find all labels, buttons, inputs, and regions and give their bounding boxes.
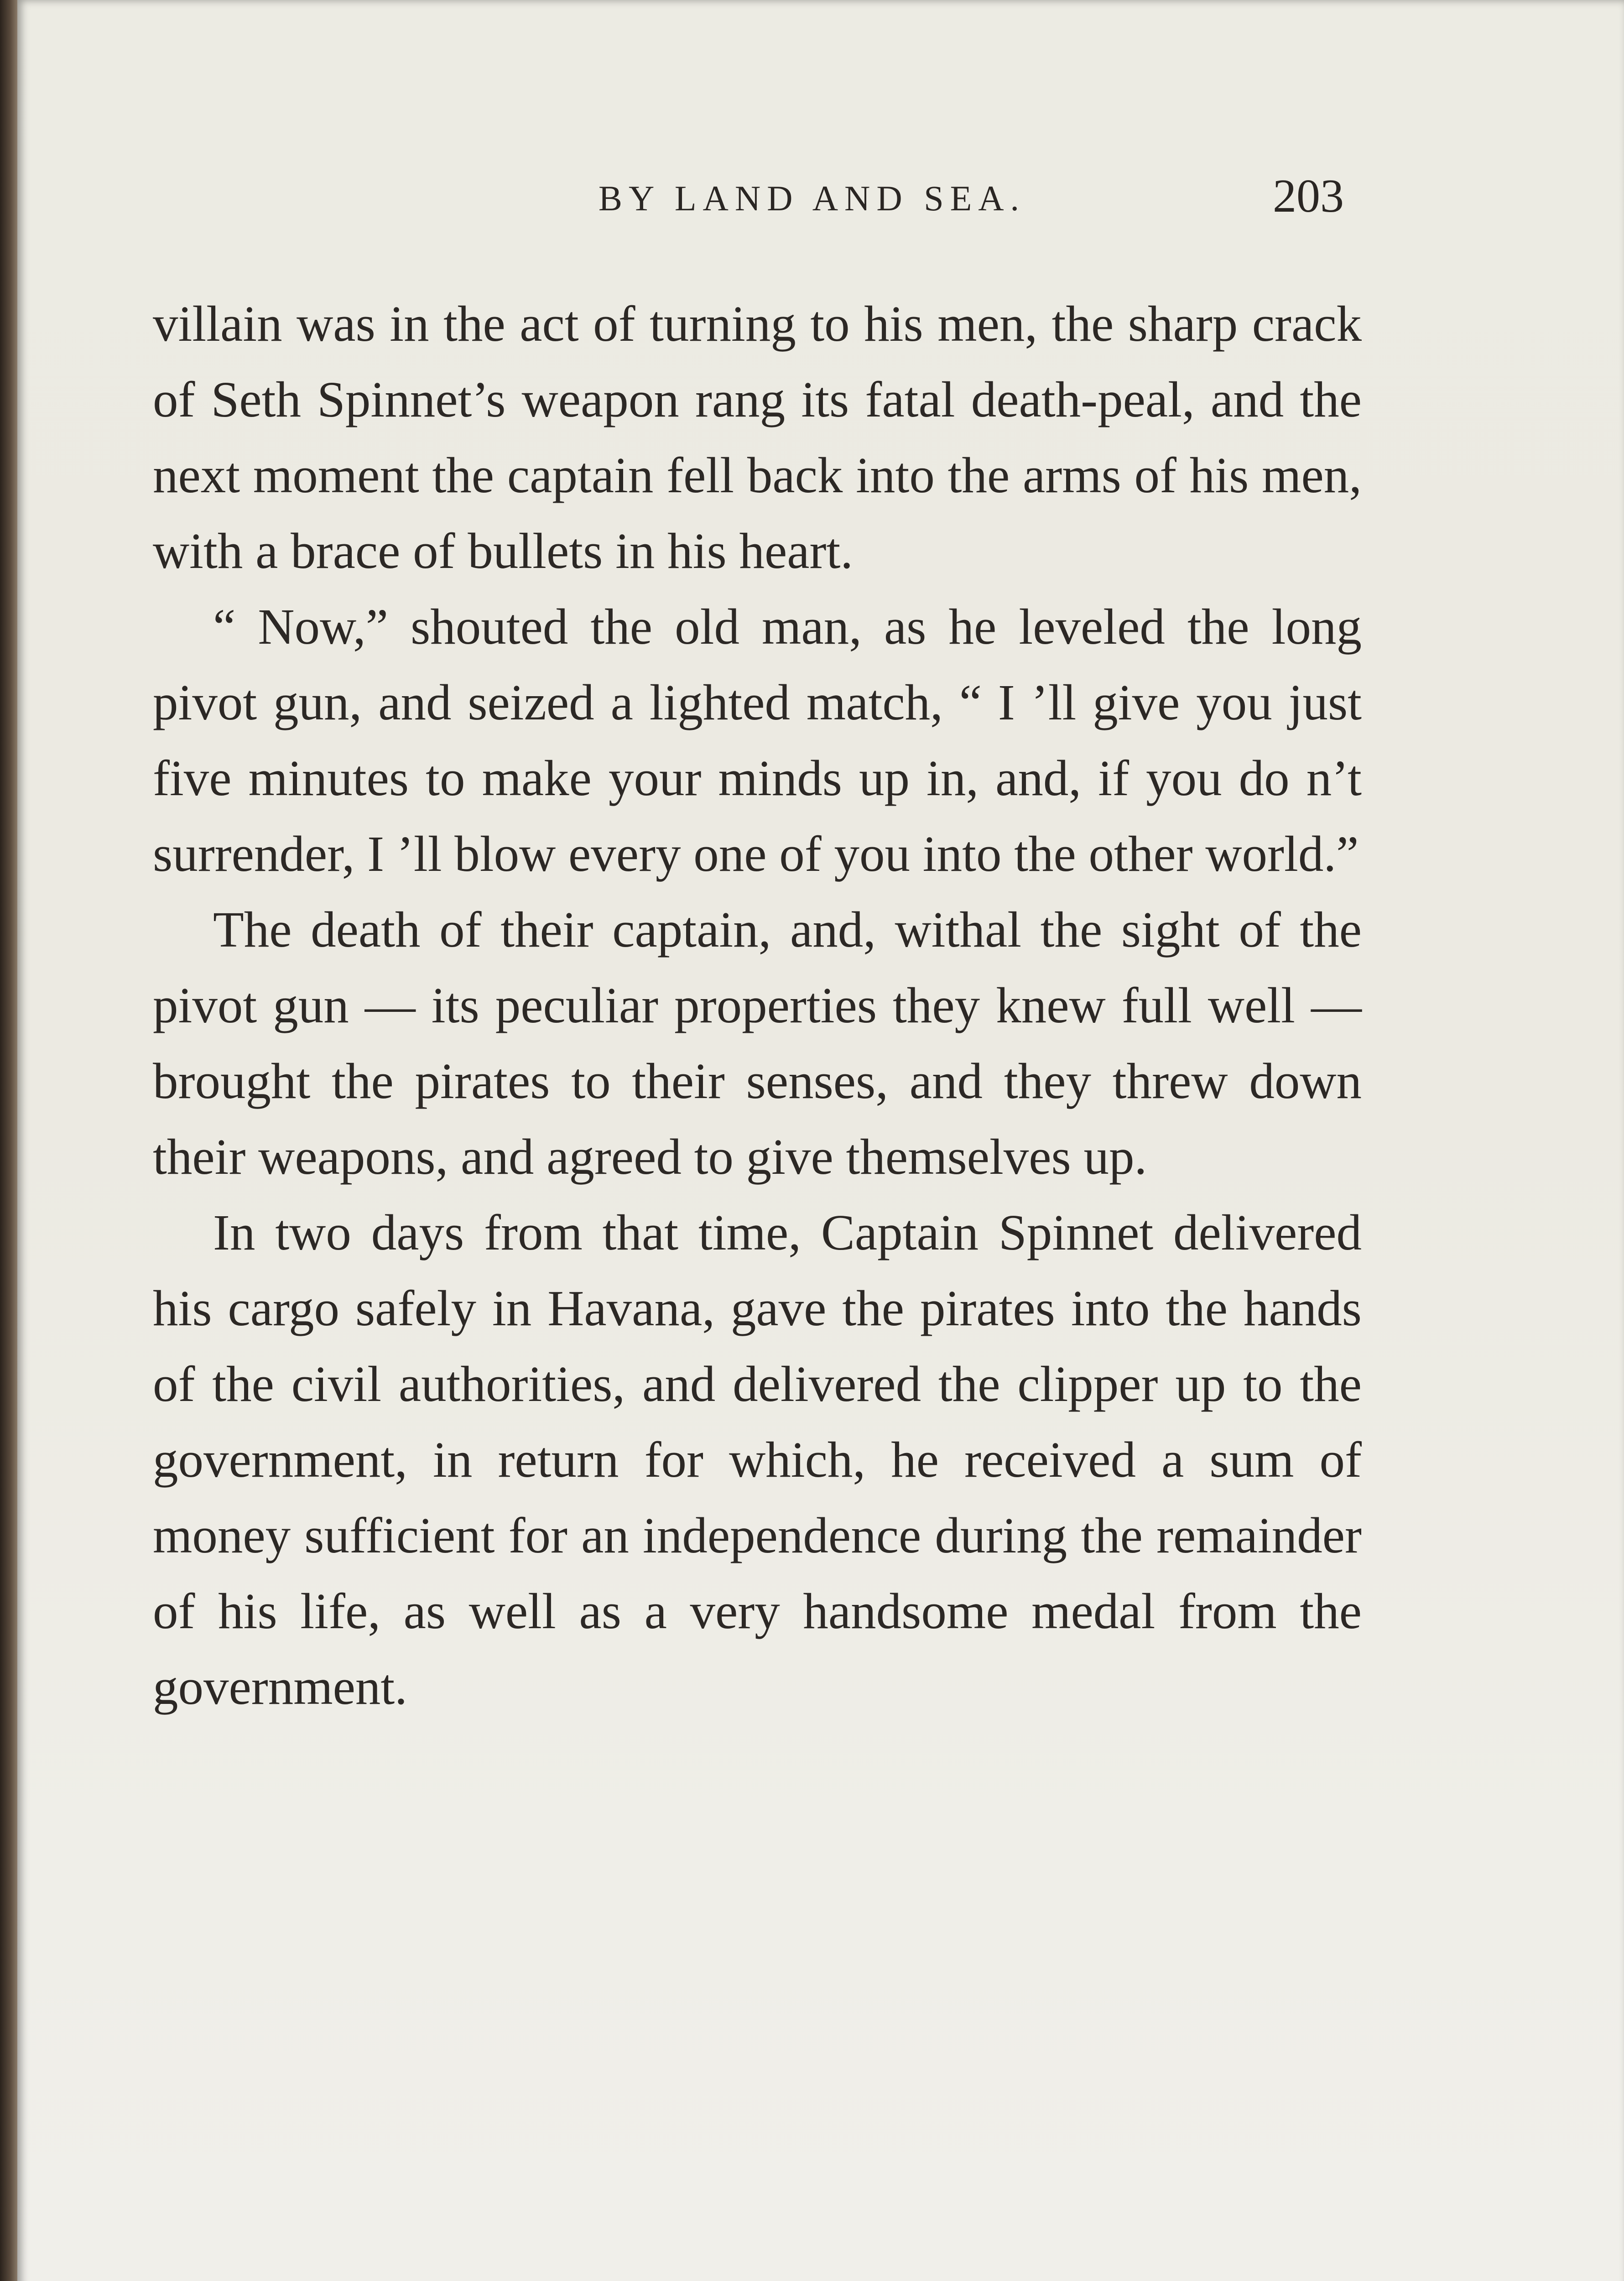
page-number: 203 [1273, 170, 1344, 222]
paragraph-1: villain was in the act of turning to his men, the sharp crack of Seth Spinnet’s weapon rang its fatal death-peal, and the next moment the captain fell back into the arms of his men, with a brace of bullets in his heart. [153, 296, 1362, 579]
paragraph-2: “ Now,” shouted the old man, as he leveled the long pivot gun, and seized a lighted match, “ I ’ll give you just five minutes to make your minds up in, and, if you do n’t surrender, I ’ll blow every one of you into the other world.” [153, 599, 1362, 882]
paragraph-4: In two days from that time, Captain Spinnet delivered his cargo safely in Havana, gave the pirates into the hands of the civil authorities, and delivered the clipper up to the government, in return for which, he received a sum of money sufficient for an independence during the remainder of his life, as well as a very handsome medal from the government. [153, 1205, 1362, 1715]
book-spine-edge [0, 0, 17, 2281]
body-text [153, 286, 1362, 1725]
paragraph-3: The death of their captain, and, withal the sight of the pivot gun — its peculiar properties they knew full well — brought the pirates to their senses, and they threw down their weapons, and agreed to give themselves up. [153, 902, 1362, 1185]
running-head: BY LAND AND SEA. [598, 178, 1026, 218]
